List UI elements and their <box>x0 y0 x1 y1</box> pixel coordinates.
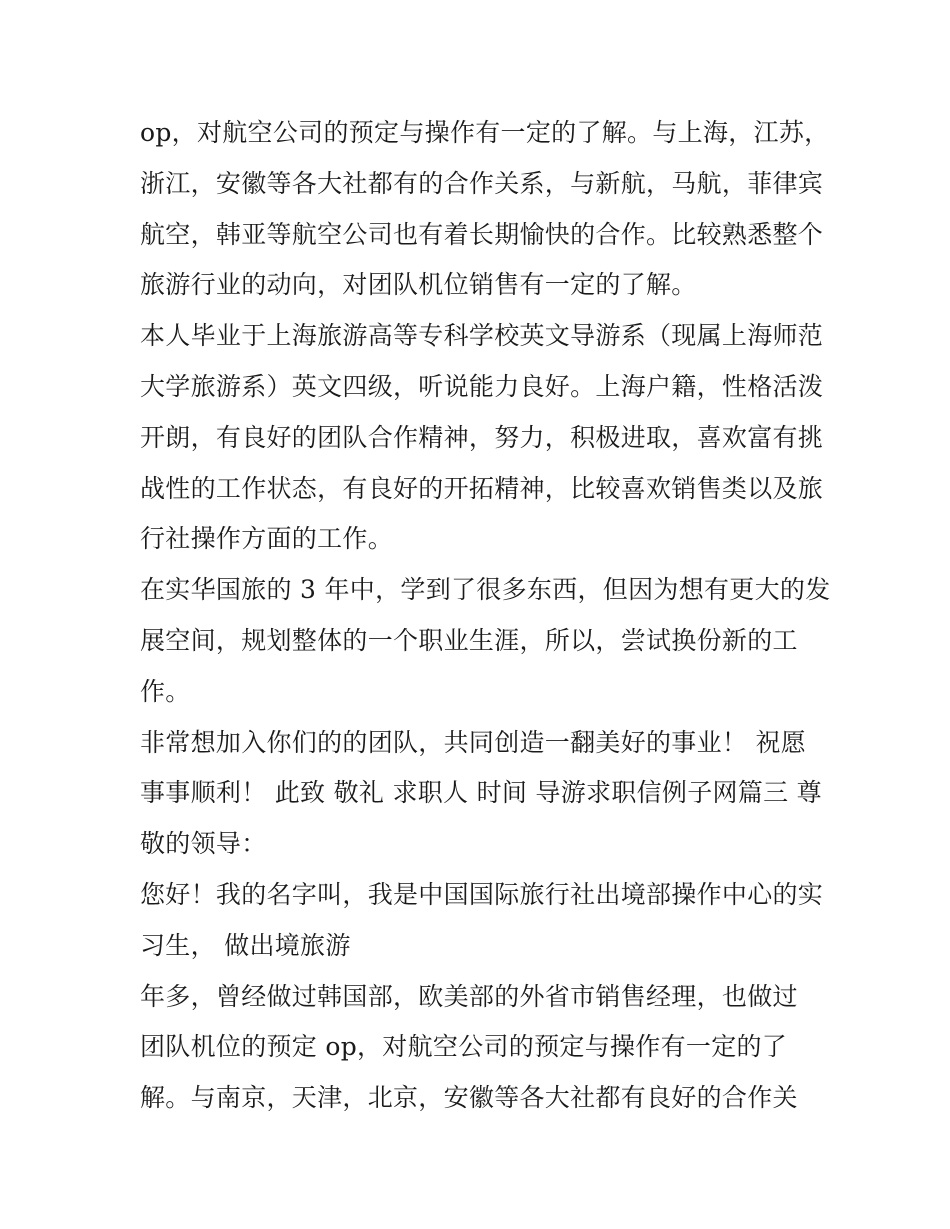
text-line: 敬的领导： <box>140 829 267 859</box>
text-line: 年多，曾经做过韩国部，欧美部的外省市销售经理，也做过 <box>140 981 798 1011</box>
text-line: 战性的工作状态，有良好的开拓精神，比较喜欢销售类以及旅 <box>140 473 824 503</box>
text-line: 旅游行业的动向，对团队机位销售有一定的了解。 <box>140 270 697 300</box>
text-line: 团队机位的预定 op，对航空公司的预定与操作有一定的了 <box>140 1032 788 1062</box>
text-line: 航空，韩亚等航空公司也有着长期愉快的合作。比较熟悉整个 <box>140 219 824 249</box>
text-line: 浙江，安徽等各大社都有的合作关系，与新航，马航，菲律宾 <box>140 168 824 198</box>
text-line: 作。 <box>140 676 191 706</box>
text-line: 在实华国旅的 3 年中，学到了很多东西，但因为想有更大的发 <box>140 575 831 605</box>
text-line: 事事顺利！ 此致 敬礼 求职人 时间 导游求职信例子网篇三 尊 <box>140 778 822 808</box>
text-line: 解。与南京，天津，北京，安徽等各大社都有良好的合作关 <box>140 1083 798 1113</box>
text-line: 开朗，有良好的团队合作精神，努力，积极进取，喜欢富有挑 <box>140 422 824 452</box>
body-text <box>140 108 830 1124</box>
text-line: 本人毕业于上海旅游高等专科学校英文导游系（现属上海师范 <box>140 321 824 351</box>
text-line: 行社操作方面的工作。 <box>140 524 394 554</box>
text-line: op，对航空公司的预定与操作有一定的了解。与上海，江苏， <box>140 118 830 147</box>
text-line: 非常想加入你们的的团队，共同创造一翻美好的事业！ 祝愿 <box>140 727 807 757</box>
text-line: 大学旅游系）英文四级，听说能力良好。上海户籍，性格活泼 <box>140 371 824 401</box>
text-line: 您好！我的名字叫，我是中国国际旅行社出境部操作中心的实 <box>140 879 824 909</box>
text-line: 展空间，规划整体的一个职业生涯，所以，尝试换份新的工 <box>140 625 798 655</box>
text-line: 习生， 做出境旅游 <box>140 930 351 960</box>
